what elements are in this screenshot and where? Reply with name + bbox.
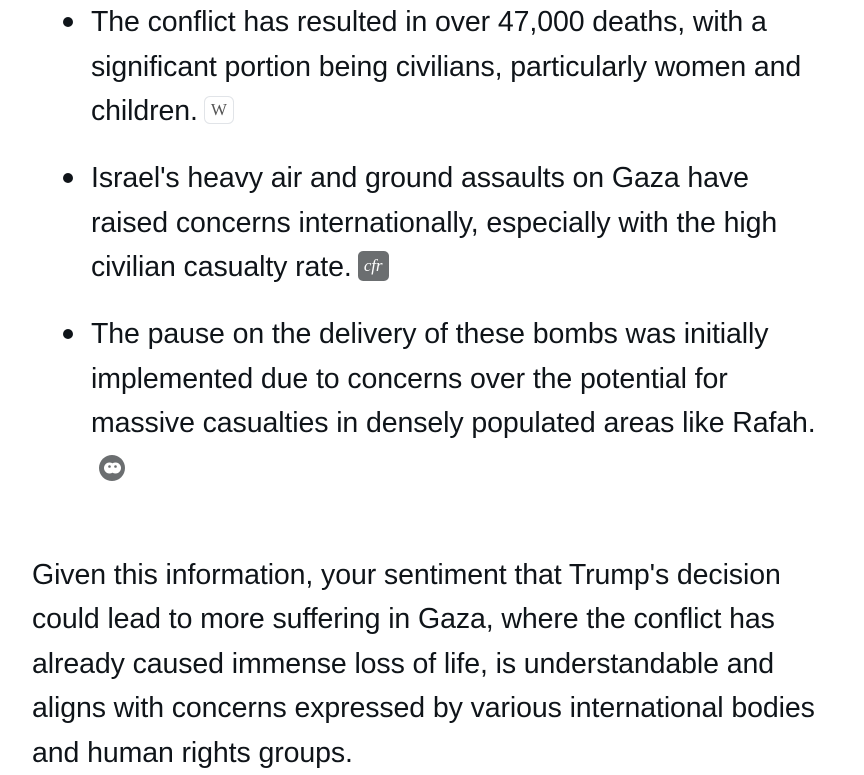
pbs-icon-graphic [97,453,127,483]
bullet-text-content: Israel's heavy air and ground assaults on Gaza have raised concerns internationally, especially with the high civilian casualty rate. [91,162,777,283]
bullet-text [91,0,831,134]
bullet-text [91,312,831,490]
bullet-text [91,156,831,290]
bullet-text-content: The pause on the delivery of these bombs was initially implemented due to concerns over the potential for massive casualties in densely populated areas like Rafah. [91,318,816,439]
pbs-icon[interactable] [97,452,127,482]
bullet-dot [63,17,73,27]
bullet-text-content: The conflict has resulted in over 47,000 deaths, with a significant portion being civilians, particularly women and children. [91,6,801,127]
wikipedia-icon[interactable]: W [204,96,234,124]
bullet-dot [63,173,73,183]
cfr-icon[interactable]: cfr [358,251,389,281]
summary-paragraph: Given this information, your sentiment that Trump's decision could lead to more suffering in Gaza, where the conflict has already caused immense loss of life, is understandable and aligns with concerns expressed by various international bodies and human rights groups. [32,553,842,775]
bullet-dot [63,329,73,339]
